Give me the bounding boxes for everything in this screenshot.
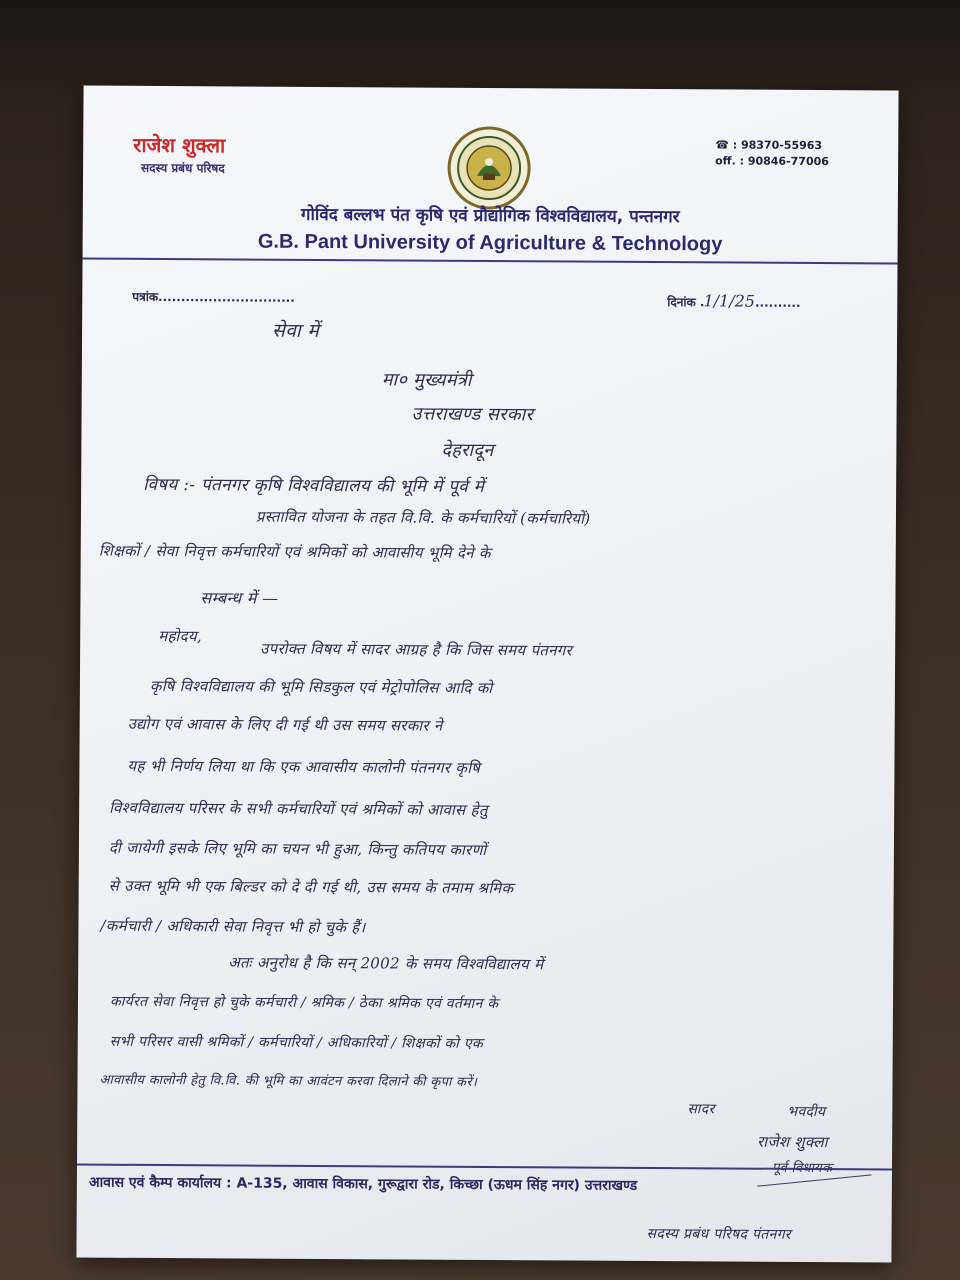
- subject-line-4: सम्बन्ध में —: [200, 588, 279, 608]
- body-line-6: दी जायेगी इसके लिए भूमि का चयन भी हुआ, किन्तु कतिपय कारणों: [108, 838, 487, 859]
- signature-member-line: सदस्य प्रबंध परिषद पंतनगर: [646, 1225, 791, 1243]
- office-address: आवास एवं कैम्प कार्यालय : A-135, आवास विकास, गुरूद्वारा रोड, किच्छा (ऊधम सिंह नगर) उत्तराखण्ड: [88, 1174, 638, 1194]
- body-line-7: से उक्त भूमि भी एक बिल्डर को दे दी गई थी, उस समय के तमाम श्रमिक: [108, 876, 514, 898]
- closing-bhavdiya: भवदीय: [787, 1103, 826, 1121]
- university-seal-icon: [447, 126, 532, 211]
- body-line-3: उद्योग एवं आवास के लिए दी गई थी उस समय सरकार ने: [127, 714, 443, 735]
- subject-line-2: प्रस्तावित योजना के तहत वि.वि. के कर्मचारियों (कर्मचारियों): [255, 507, 591, 528]
- university-name-english: G.B. Pant University of Agriculture & Technology: [257, 230, 723, 256]
- recipient-line-3: देहरादून: [441, 439, 494, 462]
- body-line-1: उपरोक्त विषय में सादर आग्रह है कि जिस समय पंतनगर: [260, 639, 573, 660]
- subject-line-3: शिक्षकों / सेवा निवृत्त कर्मचारियों एवं श्रमिकों को आवासीय भूमि देने के: [98, 541, 491, 563]
- footer-divider: [77, 1164, 892, 1171]
- body-line-4: यह भी निर्णय लिया था कि एक आवासीय कालोनी पंतनगर कृषि: [127, 756, 481, 777]
- date-field: दिनांक .1/1/25..........: [667, 291, 801, 311]
- salutation-line: सेवा में: [272, 319, 320, 342]
- sender-designation: सदस्य प्रबंध परिषद: [141, 160, 225, 176]
- body-line-9: अतः अनुरोध है कि सन् 2002 के समय विश्वविद्यालय में: [228, 953, 544, 974]
- date-label: दिनांक: [667, 295, 696, 310]
- body-line-10: कार्यरत सेवा निवृत्त हो चुके कर्मचारी / श्रमिक / ठेका श्रमिक एवं वर्तमान के: [109, 993, 499, 1013]
- body-line-2: कृषि विश्वविद्यालय की भूमि सिडकुल एवं मेट्रोपोलिस आदि को: [149, 676, 493, 698]
- phone-block: [715, 137, 829, 170]
- university-name-hindi: गोविंद बल्लभ पंत कृषि एवं प्रौद्योगिक विश्वविद्यालय, पन्तनगर: [300, 204, 680, 228]
- greeting: महोदय,: [158, 626, 203, 646]
- body-line-8: /कर्मचारी / अधिकारी सेवा निवृत्त भी हो चुके हैं।: [100, 916, 366, 937]
- mobile-number: ☎ : 98370-55963: [715, 138, 823, 153]
- letter-page: [76, 86, 898, 1263]
- closing-sadar: सादर: [687, 1101, 715, 1118]
- reference-number-field: पत्रांक..............................: [132, 289, 295, 305]
- recipient-line-2: उत्तराखण्ड सरकार: [411, 403, 534, 426]
- signature-name: राजेश शुक्ला: [757, 1132, 828, 1152]
- recipient-line-1: मा० मुख्यमंत्री: [381, 369, 472, 391]
- office-number: off. : 90846-77006: [715, 154, 829, 169]
- date-value: 1/1/25: [703, 291, 756, 311]
- header-divider: [83, 258, 898, 265]
- subject-line-1: विषय :- पंतनगर कृषि विश्वविद्यालय की भूमि में पूर्व में: [143, 474, 485, 497]
- body-line-11: सभी परिसर वासी श्रमिकों / कर्मचारियों / अधिकारियों / शिक्षकों को एक: [109, 1033, 483, 1052]
- body-line-12: आवासीय कालोनी हेतु वि.वि. की भूमि का आवंटन करवा दिलाने की कृपा करें।: [99, 1072, 478, 1090]
- body-line-5: विश्वविद्यालय परिसर के सभी कर्मचारियों एवं श्रमिकों को आवास हेतु: [109, 798, 488, 820]
- sender-name: राजेश शुक्ला: [133, 132, 226, 158]
